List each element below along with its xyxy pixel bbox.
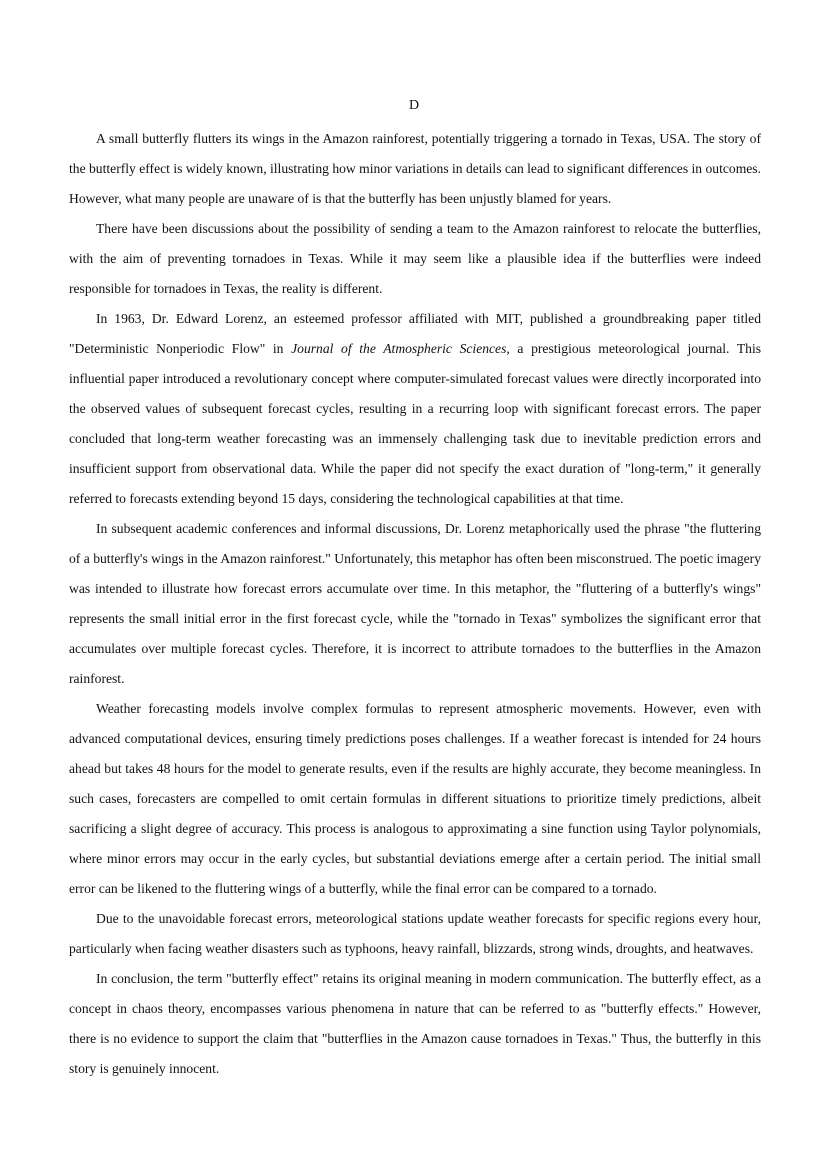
journal-title: Journal of the Atmospheric Sciences	[291, 341, 507, 356]
paragraph-7: In conclusion, the term "butterfly effect" retains its original meaning in modern communication. The butterfly effect, as a concept in chaos theory, encompasses various phenomena in nature that can be referred to as "butterfly effects." However, there is no evidence to support the claim that "butterflies in the Amazon cause tornadoes in Texas." Thus, the butterfly in this story is genuinely innocent.	[69, 971, 761, 1076]
paragraph-3-text-after: , a prestigious meteorological journal. This influential paper introduced a revolutionary concept where computer-simulated forecast values were directly incorporated into the observed values of subsequent forecast cycles, resulting in a recurring loop with significant forecast errors. The paper concluded that long-term weather forecasting was an immensely challenging task due to inevitable prediction errors and insufficient support from observational data. While the paper did not specify the exact duration of "long-term," it generally referred to forecasts extending beyond 15 days, considering the technological capabilities at that time.	[69, 341, 762, 506]
paragraph-3-text-before: In 1963, Dr. Edward Lorenz, an esteemed professor affiliated with MIT, published a groundbreaking paper titled "Deterministic Nonperiodic Flow" in	[69, 311, 761, 356]
document-body	[69, 124, 761, 1084]
paragraph-2: There have been discussions about the possibility of sending a team to the Amazon rainforest to relocate the butterflies, with the aim of preventing tornadoes in Texas. While it may seem like a plausible idea if the butterflies were indeed responsible for tornadoes in Texas, the reality is different.	[69, 221, 761, 296]
paragraph-3	[69, 304, 761, 514]
section-heading: D	[408, 98, 420, 113]
paragraph-4: In subsequent academic conferences and informal discussions, Dr. Lorenz metaphorically used the phrase "the fluttering of a butterfly's wings in the Amazon rainforest." Unfortunately, this metaphor has often been misconstrued. The poetic imagery was intended to illustrate how forecast errors accumulate over time. In this metaphor, the "fluttering of a butterfly's wings" represents the small initial error in the first forecast cycle, while the "tornado in Texas" symbolizes the significant error that accumulates over multiple forecast cycles. Therefore, it is incorrect to attribute tornadoes to the butterflies in the Amazon rainforest.	[69, 521, 761, 686]
paragraph-5: Weather forecasting models involve complex formulas to represent atmospheric movements. However, even with advanced computational devices, ensuring timely predictions poses challenges. If a weather forecast is intended for 24 hours ahead but takes 48 hours for the model to generate results, even if the results are highly accurate, they become meaningless. In such cases, forecasters are compelled to omit certain formulas in different situations to prioritize timely predictions, albeit sacrificing a slight degree of accuracy. This process is analogous to approximating a sine function using Taylor polynomials, where minor errors may occur in the early cycles, but substantial deviations emerge after a certain period. The initial small error can be likened to the fluttering wings of a butterfly, while the final error can be compared to a tornado.	[69, 701, 761, 896]
paragraph-6: Due to the unavoidable forecast errors, meteorological stations update weather forecasts for specific regions every hour, particularly when facing weather disasters such as typhoons, heavy rainfall, blizzards, strong winds, droughts, and heatwaves.	[69, 911, 761, 956]
paragraph-1: A small butterfly flutters its wings in the Amazon rainforest, potentially triggering a tornado in Texas, USA. The story of the butterfly effect is widely known, illustrating how minor variations in details can lead to significant differences in outcomes. However, what many people are unaware of is that the butterfly has been unjustly blamed for years.	[69, 131, 761, 206]
